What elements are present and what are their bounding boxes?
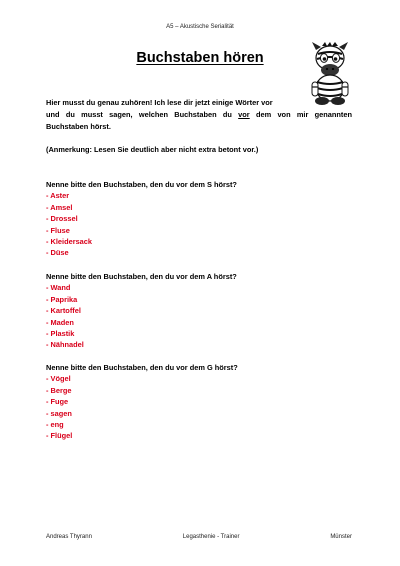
word-item: - Nähnadel xyxy=(46,340,84,350)
page-footer xyxy=(46,534,352,540)
question-text: Nenne bitte den Buchstaben, den du vor dem S hörst? xyxy=(46,180,237,189)
question-text: Nenne bitte den Buchstaben, den du vor dem G hörst? xyxy=(46,363,238,372)
word-item: - Plastik xyxy=(46,329,75,339)
word-item: - Berge xyxy=(46,385,72,395)
page-title: Buchstaben hören xyxy=(136,50,264,66)
intro-text xyxy=(46,97,352,133)
word-item: - Düse xyxy=(46,248,69,258)
word-item: - Vögel xyxy=(46,374,71,384)
word-item: - Kleidersack xyxy=(46,237,93,247)
question-section-a xyxy=(46,271,352,351)
word-item: - eng xyxy=(46,420,64,430)
word-item: - Drossel xyxy=(46,214,78,224)
word-list xyxy=(46,373,352,441)
footer-city: Münster xyxy=(330,534,352,540)
word-item: - Maden xyxy=(46,317,74,327)
footer-role: Legasthenie - Trainer xyxy=(182,534,240,540)
intro-line-2 xyxy=(46,109,352,121)
teacher-note: (Anmerkung: Lesen Sie deutlich aber nicht extra betont vor.) xyxy=(46,145,259,154)
intro-line-2-start: und du musst sagen, welchen Buchstaben du xyxy=(46,110,232,119)
intro-line-2-end: dem von mir genannten xyxy=(255,110,352,119)
question-section-g xyxy=(46,362,352,442)
word-list xyxy=(46,190,352,258)
word-item: - Aster xyxy=(46,191,70,201)
word-item: - Flügel xyxy=(46,431,73,441)
word-list xyxy=(46,282,352,350)
question-section-s xyxy=(46,179,352,259)
word-item: - Paprika xyxy=(46,294,78,304)
page-header-label: A5 – Akustische Serialität xyxy=(166,24,234,30)
word-item: - Fluse xyxy=(46,225,70,235)
word-item: - Fuge xyxy=(46,397,69,407)
footer-author: Andreas Thyrann xyxy=(46,534,92,540)
word-item: - Wand xyxy=(46,283,71,293)
intro-line-3: Buchstaben hörst. xyxy=(46,122,111,131)
intro-line-1: Hier musst du genau zuhören! Ich lese dir jetzt einige Wörter vor xyxy=(46,98,273,107)
question-text: Nenne bitte den Buchstaben, den du vor dem A hörst? xyxy=(46,272,237,281)
word-item: - Amsel xyxy=(46,202,73,212)
word-item: - sagen xyxy=(46,408,72,418)
underlined-word: vor xyxy=(238,110,250,119)
word-item: - Kartoffel xyxy=(46,306,81,316)
